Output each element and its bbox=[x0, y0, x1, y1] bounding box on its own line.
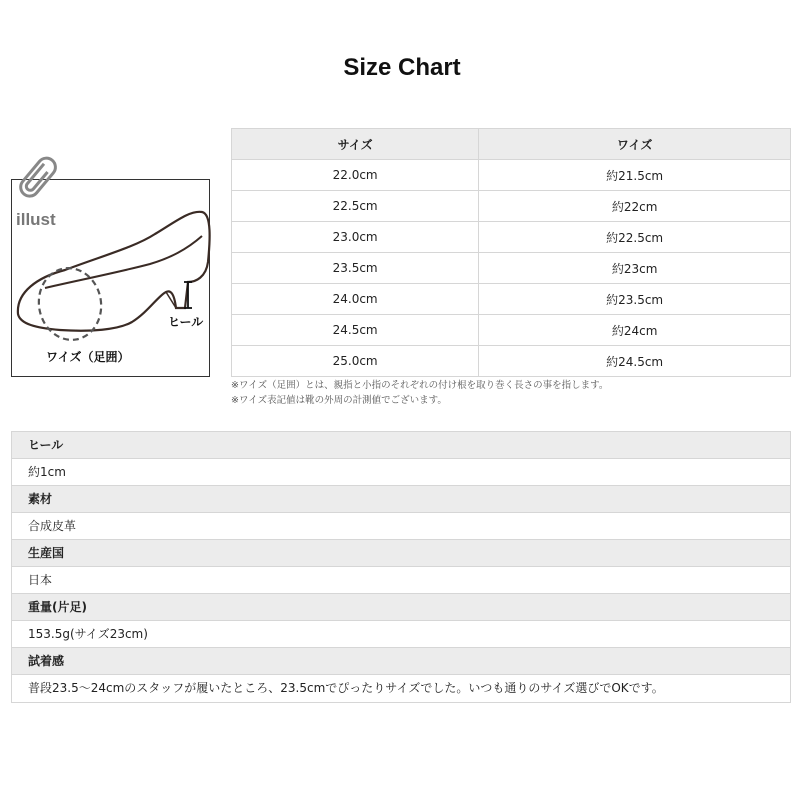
size-table bbox=[231, 128, 791, 377]
size-cell: 22.0cm bbox=[232, 160, 479, 191]
spec-table bbox=[11, 431, 791, 703]
width-cell: 約23cm bbox=[479, 253, 791, 284]
spec-label-heel: ヒール bbox=[12, 432, 790, 459]
note-line: ※ワイズ表記値は靴の外周の計測値でございます。 bbox=[231, 395, 447, 406]
size-cell: 23.0cm bbox=[232, 222, 479, 253]
width-cell: 約22.5cm bbox=[479, 222, 791, 253]
spec-label-fit: 試着感 bbox=[12, 648, 790, 675]
size-cell: 22.5cm bbox=[232, 191, 479, 222]
page-title: Size Chart bbox=[343, 54, 461, 81]
table-row bbox=[232, 346, 791, 377]
width-cell: 約24.5cm bbox=[479, 346, 791, 377]
spec-label-weight: 重量(片足) bbox=[12, 594, 790, 621]
note-line: ※ワイズ（足囲）とは、親指と小指のそれぞれの付け根を取り巻く長さの事を指します。 bbox=[231, 380, 609, 391]
size-cell: 24.5cm bbox=[232, 315, 479, 346]
table-row bbox=[232, 191, 791, 222]
table-row bbox=[232, 253, 791, 284]
width-cell: 約24cm bbox=[479, 315, 791, 346]
illust-label: illust bbox=[16, 210, 56, 229]
spec-value-fit: 普段23.5～24cmのスタッフが履いたところ、23.5cmでぴったりサイズでした。いつも通りのサイズ選びでOKです。 bbox=[12, 675, 790, 702]
table-row bbox=[232, 284, 791, 315]
heel-label: ヒール bbox=[168, 315, 204, 329]
spec-value-heel: 約1cm bbox=[12, 459, 790, 486]
width-column-header: ワイズ bbox=[479, 129, 791, 160]
width-label: ワイズ（足囲） bbox=[46, 350, 130, 364]
width-cell: 約22cm bbox=[479, 191, 791, 222]
shoe-illustration bbox=[10, 152, 214, 382]
size-table-header-row bbox=[232, 129, 791, 160]
size-column-header: サイズ bbox=[232, 129, 479, 160]
spec-value-country: 日本 bbox=[12, 567, 790, 594]
spec-value-material: 合成皮革 bbox=[12, 513, 790, 540]
spec-label-material: 素材 bbox=[12, 486, 790, 513]
size-cell: 23.5cm bbox=[232, 253, 479, 284]
table-row bbox=[232, 160, 791, 191]
size-cell: 25.0cm bbox=[232, 346, 479, 377]
spec-value-weight: 153.5g(サイズ23cm) bbox=[12, 621, 790, 648]
table-row bbox=[232, 315, 791, 346]
size-notes bbox=[231, 378, 608, 408]
table-row bbox=[232, 222, 791, 253]
spec-label-country: 生産国 bbox=[12, 540, 790, 567]
size-cell: 24.0cm bbox=[232, 284, 479, 315]
width-cell: 約21.5cm bbox=[479, 160, 791, 191]
width-cell: 約23.5cm bbox=[479, 284, 791, 315]
